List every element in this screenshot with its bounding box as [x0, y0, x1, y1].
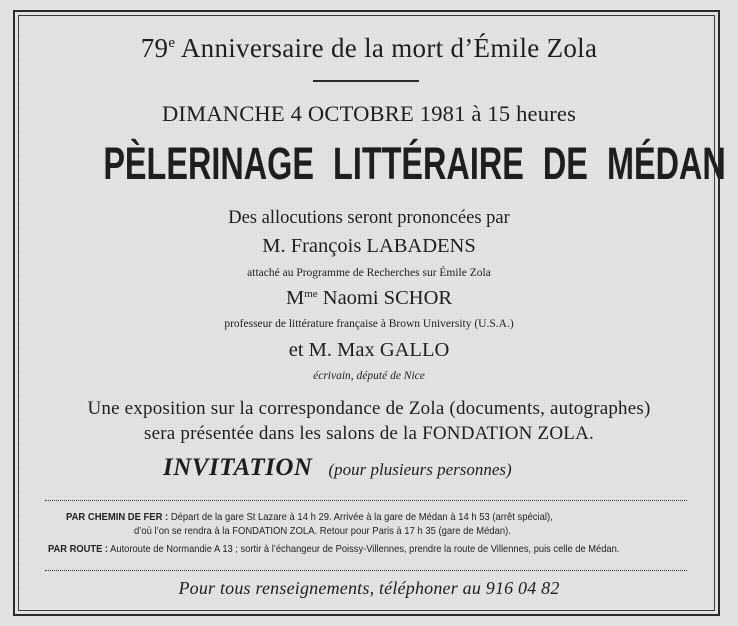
speaker1-role: attaché au Programme de Recherches sur Émile Zola	[247, 267, 491, 279]
rail-directions-line-1	[66, 511, 553, 523]
heading-divider	[313, 80, 419, 82]
event-title: PÈLERINAGE LITTÉRAIRE DE MÉDAN	[103, 138, 726, 189]
rail-text: Départ de la gare St Lazare à 14 h 29. Arrivée à la gare de Médan à 14 h 53 (arrêt spécial),	[168, 511, 553, 523]
dotted-divider-bottom	[45, 570, 687, 571]
anniversary-number: 79	[140, 33, 169, 63]
dotted-divider-top	[45, 500, 687, 501]
invitation-note: (pour plusieurs personnes)	[328, 460, 512, 479]
speaker1-name: M. François LABADENS	[262, 235, 476, 257]
speaker2-name: Naomi SCHOR	[317, 287, 453, 309]
rail-directions-line-2: d’où l’on se rendra à la FONDATION ZOLA. Retour pour Paris à 17 h 35 (gare de Médan).	[134, 525, 511, 537]
speaker3-role: écrivain, député de Nice	[313, 370, 425, 382]
speaker2-name-line	[0, 287, 738, 310]
rail-label: PAR CHEMIN DE FER :	[66, 511, 169, 523]
exhibition-line-1: Une exposition sur la correspondance de Zola (documents, autographes)	[87, 398, 651, 419]
speaker2-role: professeur de littérature française à Brown University (U.S.A.)	[224, 318, 514, 330]
speaker2-prefix-sup: me	[304, 288, 318, 300]
road-label: PAR ROUTE :	[48, 543, 109, 555]
anniversary-text: Anniversaire de la mort d’Émile Zola	[175, 33, 598, 63]
road-text: Autoroute de Normandie A 13 ; sortir à l’échangeur de Poissy-Villennes, prendre la route de Villennes, puis celle de Médan.	[108, 543, 620, 555]
speeches-intro: Des allocutions seront prononcées par	[228, 208, 510, 228]
invitation-line	[163, 454, 512, 482]
speaker3-name: et M. Max GALLO	[288, 339, 450, 361]
contact-footer: Pour tous renseignements, téléphoner au 916 04 82	[178, 578, 560, 598]
invitation-title: INVITATION	[163, 454, 313, 481]
speaker2-prefix: M	[285, 287, 305, 309]
anniversary-heading	[0, 33, 738, 64]
road-directions	[48, 543, 619, 555]
event-date: DIMANCHE 4 OCTOBRE 1981 à 15 heures	[161, 101, 577, 126]
anniversary-suffix: e	[168, 35, 176, 51]
exhibition-line-2: sera présentée dans les salons de la FONDATION ZOLA.	[144, 423, 594, 444]
